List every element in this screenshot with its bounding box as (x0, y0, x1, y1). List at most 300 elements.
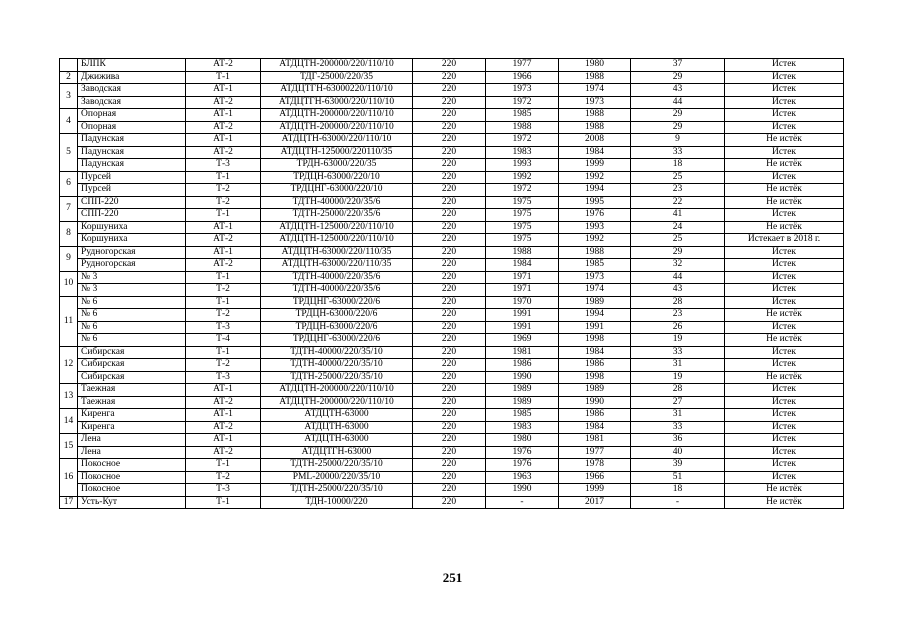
commission-year-cell: 1984 (559, 146, 631, 159)
commission-year-cell: 1980 (559, 59, 631, 72)
service-status-cell: Не истёк (725, 334, 844, 347)
row-number-cell: 11 (60, 296, 78, 346)
substation-name-cell: Сибирская (78, 371, 186, 384)
service-status-cell: Истек (725, 446, 844, 459)
transformer-type-cell: АТДЦТН-125000/220110/35 (261, 146, 413, 159)
transformer-designation-cell: Т-1 (186, 496, 261, 509)
service-status-cell: Не истёк (725, 134, 844, 147)
manufacture-year-cell: 1989 (486, 384, 559, 397)
table-row (60, 146, 844, 159)
transformer-designation-cell: АТ-1 (186, 434, 261, 447)
voltage-cell: 220 (413, 346, 486, 359)
table-row (60, 271, 844, 284)
table-row (60, 84, 844, 97)
manufacture-year-cell: 1976 (486, 459, 559, 472)
service-years-cell: 39 (631, 459, 725, 472)
service-status-cell: Истек (725, 471, 844, 484)
service-status-cell: Не истёк (725, 371, 844, 384)
manufacture-year-cell: 1972 (486, 134, 559, 147)
transformer-designation-cell: Т-2 (186, 359, 261, 372)
voltage-cell: 220 (413, 209, 486, 222)
table-row (60, 446, 844, 459)
table-row (60, 134, 844, 147)
service-years-cell: 33 (631, 346, 725, 359)
substation-name-cell: СПП-220 (78, 209, 186, 222)
commission-year-cell: 1999 (559, 159, 631, 172)
service-status-cell: Истек (725, 259, 844, 272)
manufacture-year-cell: 1975 (486, 209, 559, 222)
table-row (60, 284, 844, 297)
service-status-cell: Истек (725, 171, 844, 184)
substation-name-cell: Таежная (78, 384, 186, 397)
transformer-type-cell: АТДЦТН-200000/220/110/10 (261, 59, 413, 72)
table-row (60, 196, 844, 209)
service-years-cell: 22 (631, 196, 725, 209)
row-number-cell: 2 (60, 71, 78, 84)
manufacture-year-cell: 1991 (486, 321, 559, 334)
table-row (60, 209, 844, 222)
transformer-designation-cell: Т-2 (186, 196, 261, 209)
transformer-type-cell: ТДТН-40000/220/35/6 (261, 284, 413, 297)
row-number-cell: 14 (60, 409, 78, 434)
voltage-cell: 220 (413, 284, 486, 297)
transformer-type-cell: АТДЦТН-63000 (261, 409, 413, 422)
table-row (60, 434, 844, 447)
substation-name-cell: Лена (78, 434, 186, 447)
commission-year-cell: 1981 (559, 434, 631, 447)
table-row (60, 346, 844, 359)
manufacture-year-cell: 1971 (486, 284, 559, 297)
transformer-designation-cell: Т-1 (186, 171, 261, 184)
table-row (60, 371, 844, 384)
transformer-designation-cell: АТ-1 (186, 246, 261, 259)
manufacture-year-cell: 1985 (486, 109, 559, 122)
voltage-cell: 220 (413, 59, 486, 72)
service-status-cell: Истек (725, 121, 844, 134)
service-years-cell: 40 (631, 446, 725, 459)
transformer-designation-cell: АТ-1 (186, 409, 261, 422)
service-years-cell: 25 (631, 171, 725, 184)
service-years-cell: 36 (631, 434, 725, 447)
service-status-cell: Истек (725, 359, 844, 372)
substation-name-cell: Сибирская (78, 359, 186, 372)
transformer-type-cell: АТДЦТН-125000/220/110/10 (261, 234, 413, 247)
manufacture-year-cell: 1975 (486, 234, 559, 247)
transformer-type-cell: ТРДЦН-63000/220/6 (261, 321, 413, 334)
voltage-cell: 220 (413, 471, 486, 484)
transformer-designation-cell: Т-3 (186, 321, 261, 334)
table-row (60, 109, 844, 122)
manufacture-year-cell: 1993 (486, 159, 559, 172)
voltage-cell: 220 (413, 234, 486, 247)
table-row (60, 359, 844, 372)
service-status-cell: Истек (725, 459, 844, 472)
substation-name-cell: Покосное (78, 459, 186, 472)
manufacture-year-cell: 1975 (486, 221, 559, 234)
voltage-cell: 220 (413, 309, 486, 322)
row-number-cell: 3 (60, 84, 78, 109)
substation-name-cell: Опорная (78, 121, 186, 134)
manufacture-year-cell: 1969 (486, 334, 559, 347)
service-status-cell: Истек (725, 96, 844, 109)
manufacture-year-cell: 1972 (486, 184, 559, 197)
transformer-type-cell: ТРДЦНГ-63000/220/10 (261, 184, 413, 197)
voltage-cell: 220 (413, 84, 486, 97)
row-number-cell: 15 (60, 434, 78, 459)
voltage-cell: 220 (413, 146, 486, 159)
row-number-cell (60, 59, 78, 72)
service-status-cell: Истек (725, 434, 844, 447)
manufacture-year-cell: 1976 (486, 446, 559, 459)
commission-year-cell: 1988 (559, 121, 631, 134)
service-years-cell: 23 (631, 309, 725, 322)
manufacture-year-cell: 1966 (486, 71, 559, 84)
row-number-cell: 9 (60, 246, 78, 271)
service-years-cell: 41 (631, 209, 725, 222)
transformer-designation-cell: Т-1 (186, 209, 261, 222)
transformer-type-cell: АТДЦТН-63000 (261, 421, 413, 434)
commission-year-cell: 1991 (559, 321, 631, 334)
transformer-type-cell: ТРДЦНГ-63000/220/6 (261, 334, 413, 347)
commission-year-cell: 1986 (559, 359, 631, 372)
service-status-cell: Истек (725, 59, 844, 72)
table-row (60, 184, 844, 197)
service-status-cell: Истек (725, 246, 844, 259)
table-row (60, 384, 844, 397)
service-years-cell: 29 (631, 109, 725, 122)
table-row (60, 121, 844, 134)
transformer-type-cell: АТДЦТГН-63000220/110/10 (261, 84, 413, 97)
row-number-cell: 17 (60, 496, 78, 509)
service-status-cell: Не истёк (725, 484, 844, 497)
substation-name-cell: № 3 (78, 284, 186, 297)
voltage-cell: 220 (413, 421, 486, 434)
commission-year-cell: 1989 (559, 296, 631, 309)
manufacture-year-cell: 1990 (486, 371, 559, 384)
voltage-cell: 220 (413, 321, 486, 334)
commission-year-cell: 1988 (559, 109, 631, 122)
transformer-designation-cell: АТ-2 (186, 96, 261, 109)
manufacture-year-cell: 1986 (486, 359, 559, 372)
voltage-cell: 220 (413, 384, 486, 397)
transformer-type-cell: АТДЦТН-200000/220/110/10 (261, 121, 413, 134)
voltage-cell: 220 (413, 434, 486, 447)
commission-year-cell: 1974 (559, 284, 631, 297)
manufacture-year-cell: 1975 (486, 196, 559, 209)
commission-year-cell: 1990 (559, 396, 631, 409)
manufacture-year-cell: 1983 (486, 146, 559, 159)
transformer-designation-cell: АТ-1 (186, 221, 261, 234)
service-years-cell: 51 (631, 471, 725, 484)
commission-year-cell: 1992 (559, 234, 631, 247)
row-number-cell: 6 (60, 171, 78, 196)
commission-year-cell: 1989 (559, 384, 631, 397)
manufacture-year-cell: 1980 (486, 434, 559, 447)
substation-name-cell: Заводская (78, 96, 186, 109)
manufacture-year-cell: 1988 (486, 121, 559, 134)
commission-year-cell: 1978 (559, 459, 631, 472)
table-row (60, 246, 844, 259)
transformer-type-cell: ТДТН-25000/220/35/10 (261, 371, 413, 384)
service-status-cell: Истек (725, 109, 844, 122)
substation-name-cell: Пурсей (78, 184, 186, 197)
manufacture-year-cell: 1972 (486, 96, 559, 109)
commission-year-cell: 1976 (559, 209, 631, 222)
service-years-cell: 18 (631, 484, 725, 497)
page-number: 251 (442, 570, 463, 585)
voltage-cell: 220 (413, 159, 486, 172)
substation-name-cell: № 6 (78, 334, 186, 347)
manufacture-year-cell: 1981 (486, 346, 559, 359)
commission-year-cell: 1973 (559, 271, 631, 284)
voltage-cell: 220 (413, 121, 486, 134)
transformer-type-cell: АТДЦТН-200000/220/110/10 (261, 396, 413, 409)
service-status-cell: Не истёк (725, 496, 844, 509)
substation-name-cell: Лена (78, 446, 186, 459)
table-row (60, 96, 844, 109)
service-years-cell: 28 (631, 296, 725, 309)
row-number-cell: 10 (60, 271, 78, 296)
commission-year-cell: 1998 (559, 371, 631, 384)
voltage-cell: 220 (413, 184, 486, 197)
row-number-cell: 5 (60, 134, 78, 172)
manufacture-year-cell: 1970 (486, 296, 559, 309)
row-number-cell: 16 (60, 459, 78, 497)
substation-name-cell: СПП-220 (78, 196, 186, 209)
service-years-cell: 29 (631, 71, 725, 84)
service-years-cell: 31 (631, 359, 725, 372)
commission-year-cell: 1995 (559, 196, 631, 209)
substation-name-cell: Падунская (78, 159, 186, 172)
transformer-type-cell: АТДЦТН-63000/220/110/10 (261, 134, 413, 147)
commission-year-cell: 1999 (559, 484, 631, 497)
substation-name-cell: Заводская (78, 84, 186, 97)
voltage-cell: 220 (413, 396, 486, 409)
service-status-cell: Истек (725, 396, 844, 409)
manufacture-year-cell: 1989 (486, 396, 559, 409)
service-years-cell: 44 (631, 96, 725, 109)
commission-year-cell: 1998 (559, 334, 631, 347)
service-status-cell: Истек (725, 384, 844, 397)
voltage-cell: 220 (413, 246, 486, 259)
service-years-cell: 19 (631, 334, 725, 347)
table-row (60, 171, 844, 184)
table-row (60, 59, 844, 72)
substation-name-cell: Рудногорская (78, 246, 186, 259)
manufacture-year-cell: 1963 (486, 471, 559, 484)
commission-year-cell: 1973 (559, 96, 631, 109)
substation-name-cell: Киренга (78, 409, 186, 422)
table-row (60, 471, 844, 484)
commission-year-cell: 1988 (559, 71, 631, 84)
voltage-cell: 220 (413, 134, 486, 147)
transformer-designation-cell: АТ-2 (186, 421, 261, 434)
voltage-cell: 220 (413, 446, 486, 459)
table-row (60, 421, 844, 434)
table-row (60, 221, 844, 234)
transformer-designation-cell: АТ-2 (186, 59, 261, 72)
transformer-type-cell: ТДН-10000/220 (261, 496, 413, 509)
voltage-cell: 220 (413, 71, 486, 84)
manufacture-year-cell: 1984 (486, 259, 559, 272)
transformer-designation-cell: Т-3 (186, 371, 261, 384)
service-years-cell: 23 (631, 184, 725, 197)
transformer-type-cell: ТДТН-40000/220/35/6 (261, 196, 413, 209)
service-years-cell: 26 (631, 321, 725, 334)
substation-name-cell: Джижива (78, 71, 186, 84)
service-status-cell: Истек (725, 321, 844, 334)
table-row (60, 309, 844, 322)
commission-year-cell: 1994 (559, 309, 631, 322)
service-years-cell: 27 (631, 396, 725, 409)
manufacture-year-cell: 1973 (486, 84, 559, 97)
substation-name-cell: № 6 (78, 321, 186, 334)
service-years-cell: 37 (631, 59, 725, 72)
voltage-cell: 220 (413, 409, 486, 422)
row-number-cell: 12 (60, 346, 78, 384)
service-status-cell: Не истёк (725, 309, 844, 322)
service-years-cell: 28 (631, 384, 725, 397)
transformer-designation-cell: АТ-2 (186, 146, 261, 159)
table-row (60, 234, 844, 247)
commission-year-cell: 1986 (559, 409, 631, 422)
service-status-cell: Истек (725, 421, 844, 434)
substation-name-cell: № 3 (78, 271, 186, 284)
transformer-designation-cell: АТ-2 (186, 446, 261, 459)
substation-name-cell: № 6 (78, 309, 186, 322)
service-status-cell: Не истёк (725, 184, 844, 197)
row-number-cell: 7 (60, 196, 78, 221)
service-years-cell: 25 (631, 234, 725, 247)
transformer-type-cell: АТДЦТН-63000 (261, 434, 413, 447)
table-row (60, 321, 844, 334)
service-status-cell: Истек (725, 71, 844, 84)
transformer-designation-cell: Т-4 (186, 334, 261, 347)
service-status-cell: Истек (725, 284, 844, 297)
transformer-type-cell: PML-20000/220/35/10 (261, 471, 413, 484)
table-row (60, 259, 844, 272)
transformer-designation-cell: Т-2 (186, 471, 261, 484)
transformer-designation-cell: Т-2 (186, 184, 261, 197)
transformer-table (59, 58, 844, 509)
transformer-designation-cell: Т-3 (186, 484, 261, 497)
substation-name-cell: № 6 (78, 296, 186, 309)
transformer-designation-cell: Т-1 (186, 296, 261, 309)
transformer-designation-cell: АТ-2 (186, 396, 261, 409)
transformer-designation-cell: АТ-1 (186, 384, 261, 397)
service-years-cell: 43 (631, 84, 725, 97)
transformer-designation-cell: Т-2 (186, 309, 261, 322)
transformer-type-cell: ТРДЦНГ-63000/220/6 (261, 296, 413, 309)
transformer-type-cell: ТДТН-25000/220/35/6 (261, 209, 413, 222)
service-status-cell: Истек (725, 84, 844, 97)
voltage-cell: 220 (413, 259, 486, 272)
service-status-cell: Истек (725, 296, 844, 309)
service-status-cell: Не истёк (725, 159, 844, 172)
service-status-cell: Истек (725, 209, 844, 222)
substation-name-cell: Падунская (78, 134, 186, 147)
substation-name-cell: Сибирская (78, 346, 186, 359)
transformer-type-cell: ТДТН-25000/220/35/10 (261, 484, 413, 497)
substation-name-cell: Пурсей (78, 171, 186, 184)
manufacture-year-cell: 1990 (486, 484, 559, 497)
voltage-cell: 220 (413, 496, 486, 509)
transformer-designation-cell: Т-3 (186, 159, 261, 172)
commission-year-cell: 2017 (559, 496, 631, 509)
table-row (60, 409, 844, 422)
commission-year-cell: 1977 (559, 446, 631, 459)
table-row (60, 496, 844, 509)
table-body (60, 59, 844, 509)
service-years-cell: 24 (631, 221, 725, 234)
transformer-designation-cell: Т-1 (186, 346, 261, 359)
voltage-cell: 220 (413, 221, 486, 234)
manufacture-year-cell: 1992 (486, 171, 559, 184)
service-years-cell: 43 (631, 284, 725, 297)
voltage-cell: 220 (413, 271, 486, 284)
manufacture-year-cell: 1983 (486, 421, 559, 434)
row-number-cell: 4 (60, 109, 78, 134)
service-status-cell: Истек (725, 146, 844, 159)
service-years-cell: 29 (631, 121, 725, 134)
voltage-cell: 220 (413, 109, 486, 122)
transformer-designation-cell: АТ-2 (186, 259, 261, 272)
substation-name-cell: Рудногорская (78, 259, 186, 272)
service-years-cell: 29 (631, 246, 725, 259)
table-row (60, 459, 844, 472)
transformer-designation-cell: АТ-2 (186, 121, 261, 134)
transformer-designation-cell: Т-1 (186, 71, 261, 84)
voltage-cell: 220 (413, 371, 486, 384)
manufacture-year-cell: - (486, 496, 559, 509)
transformer-type-cell: ТРДЦН-63000/220/10 (261, 171, 413, 184)
service-years-cell: 19 (631, 371, 725, 384)
service-years-cell: 18 (631, 159, 725, 172)
table-row (60, 159, 844, 172)
voltage-cell: 220 (413, 334, 486, 347)
transformer-type-cell: АТДЦТГН-63000/220/110/10 (261, 96, 413, 109)
substation-name-cell: Таежная (78, 396, 186, 409)
manufacture-year-cell: 1985 (486, 409, 559, 422)
commission-year-cell: 1984 (559, 421, 631, 434)
service-status-cell: Не истёк (725, 221, 844, 234)
row-number-cell: 8 (60, 221, 78, 246)
transformer-type-cell: ТДТН-40000/220/35/10 (261, 359, 413, 372)
commission-year-cell: 1988 (559, 246, 631, 259)
transformer-type-cell: ТДТН-40000/220/35/10 (261, 346, 413, 359)
service-years-cell: - (631, 496, 725, 509)
transformer-type-cell: ТДГ-25000/220/35 (261, 71, 413, 84)
table-row (60, 484, 844, 497)
voltage-cell: 220 (413, 296, 486, 309)
table-row (60, 396, 844, 409)
commission-year-cell: 1993 (559, 221, 631, 234)
commission-year-cell: 1984 (559, 346, 631, 359)
manufacture-year-cell: 1977 (486, 59, 559, 72)
voltage-cell: 220 (413, 171, 486, 184)
transformer-type-cell: ТРДН-63000/220/35 (261, 159, 413, 172)
service-status-cell: Истек (725, 409, 844, 422)
transformer-designation-cell: Т-2 (186, 284, 261, 297)
service-years-cell: 33 (631, 146, 725, 159)
service-years-cell: 32 (631, 259, 725, 272)
row-number-cell: 13 (60, 384, 78, 409)
transformer-type-cell: АТДЦТН-125000/220/110/10 (261, 221, 413, 234)
manufacture-year-cell: 1988 (486, 246, 559, 259)
commission-year-cell: 1985 (559, 259, 631, 272)
commission-year-cell: 2008 (559, 134, 631, 147)
transformer-designation-cell: Т-1 (186, 459, 261, 472)
